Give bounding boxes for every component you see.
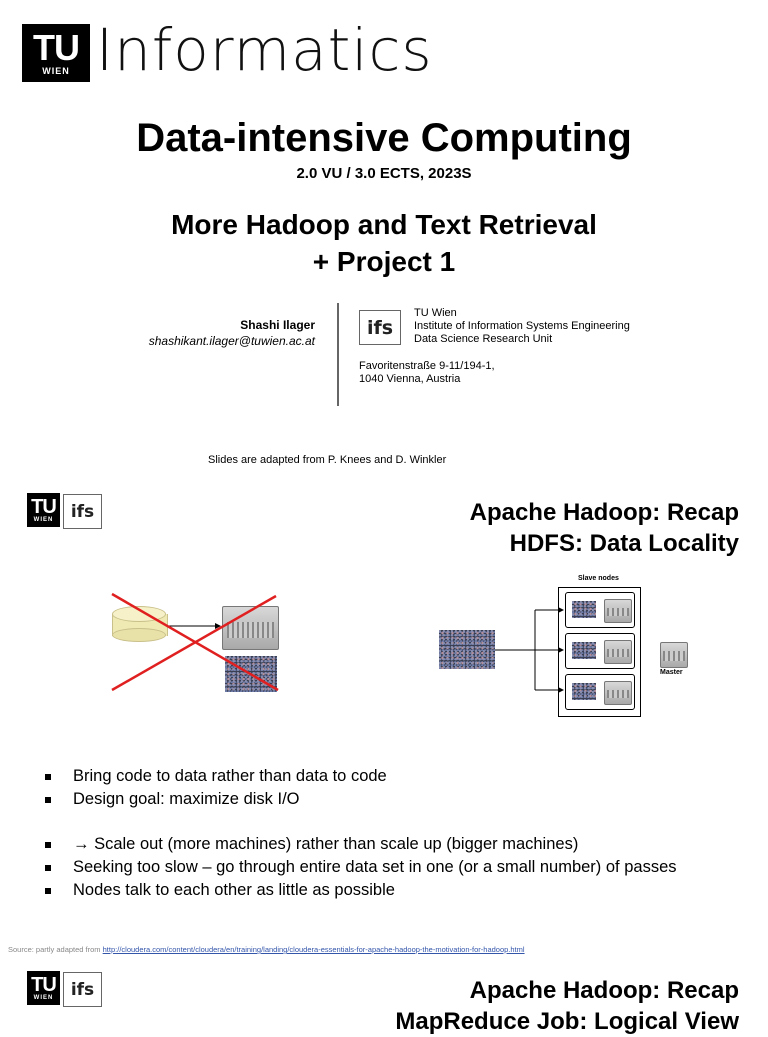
list-item: Seeking too slow – go through entire data set in one (or a small number) of passes [0,856,768,879]
logo-tu-text: TU [31,974,56,996]
slave-node-3 [565,674,635,710]
slave-node-data [572,683,596,700]
address-block [359,360,495,386]
lecture-title-line2: + Project 1 [312,246,456,277]
bullet-square-icon [45,797,51,803]
slave-node-server-icon [604,599,632,623]
list-item: Nodes talk to each other as little as possible [0,879,768,902]
author-email: shashikant.ilager@tuwien.ac.at [148,334,315,348]
source-prefix: Source: partly adapted from [8,945,103,954]
slave-node-1 [565,592,635,628]
bullet-square-icon [45,842,51,848]
logo-wien-text: WIEN [33,995,54,1001]
course-title: Data-intensive Computing [136,116,632,160]
slide2-title-line1: Apache Hadoop: Recap [469,499,739,526]
bullet-list-1 [0,765,768,811]
lecture-title-line1: More Hadoop and Text Retrieval [171,209,597,240]
ifs-logo-small [63,494,102,529]
org-block [414,307,630,346]
bullet-square-icon [45,865,51,871]
slide3-title [395,975,739,1037]
slide2-title [470,497,739,559]
tu-wien-logo-small [27,493,60,527]
ifs-logo [359,310,401,345]
tu-wien-logo [22,24,90,82]
slide3-title-line2: MapReduce Job: Logical View [395,1008,739,1035]
slave-node-server-icon [604,640,632,664]
slave-nodes-label: Slave nodes [578,575,619,582]
ifs-logo-text: ifs [70,979,95,1000]
logo-wien-text: WIEN [33,517,54,523]
logo-wien-text: WIEN [42,66,70,76]
slide3-title-line1: Apache Hadoop: Recap [469,977,739,1004]
slave-node-data [572,601,596,618]
logo-tu-text: TU [31,496,56,518]
address-line1: Favoritenstraße 9-11/194-1, [359,360,495,372]
bullet-list-2 [0,833,768,902]
bullet-square-icon [45,888,51,894]
ifs-logo-small [63,972,102,1007]
bullet-square-icon [45,774,51,780]
source-note [8,945,525,954]
credits-text: Slides are adapted from P. Knees and D. Winkler [208,454,447,466]
slide2-title-line2: HDFS: Data Locality [509,530,739,557]
vertical-divider [337,303,339,406]
list-item: Bring code to data rather than data to code [0,765,768,788]
slave-node-2 [565,633,635,669]
org-line1: TU Wien [414,307,457,319]
master-server-icon [660,642,688,668]
tu-wien-logo-small [27,971,60,1005]
org-line2: Institute of Information Systems Engineering [414,320,630,332]
list-item: Design goal: maximize disk I/O [0,788,768,811]
author-block [149,318,315,348]
author-name: Shashi Ilager [240,318,315,332]
slave-node-data [572,642,596,659]
slave-node-server-icon [604,681,632,705]
logo-tu-text: TU [33,27,79,68]
master-label: Master [660,669,683,676]
code-block-image [439,630,495,669]
data-to-code-arrows [100,590,290,700]
course-meta: 2.0 VU / 3.0 ECTS, 2023S [296,165,472,182]
list-item: → Scale out (more machines) rather than scale up (bigger machines) [0,833,768,856]
source-link[interactable]: http://cloudera.com/content/cloudera/en/training/landing/cloudera-essentials-for-apache-hadoop-the-motivation-for-hadoop.html [102,945,525,954]
address-line2: 1040 Vienna, Austria [359,373,461,385]
ifs-logo-text: ifs [70,501,95,522]
ifs-logo-text: ifs [366,316,394,339]
code-to-data-arrows [495,600,565,700]
org-line3: Data Science Research Unit [414,333,553,345]
brand-informatics: Informatics [96,16,433,84]
